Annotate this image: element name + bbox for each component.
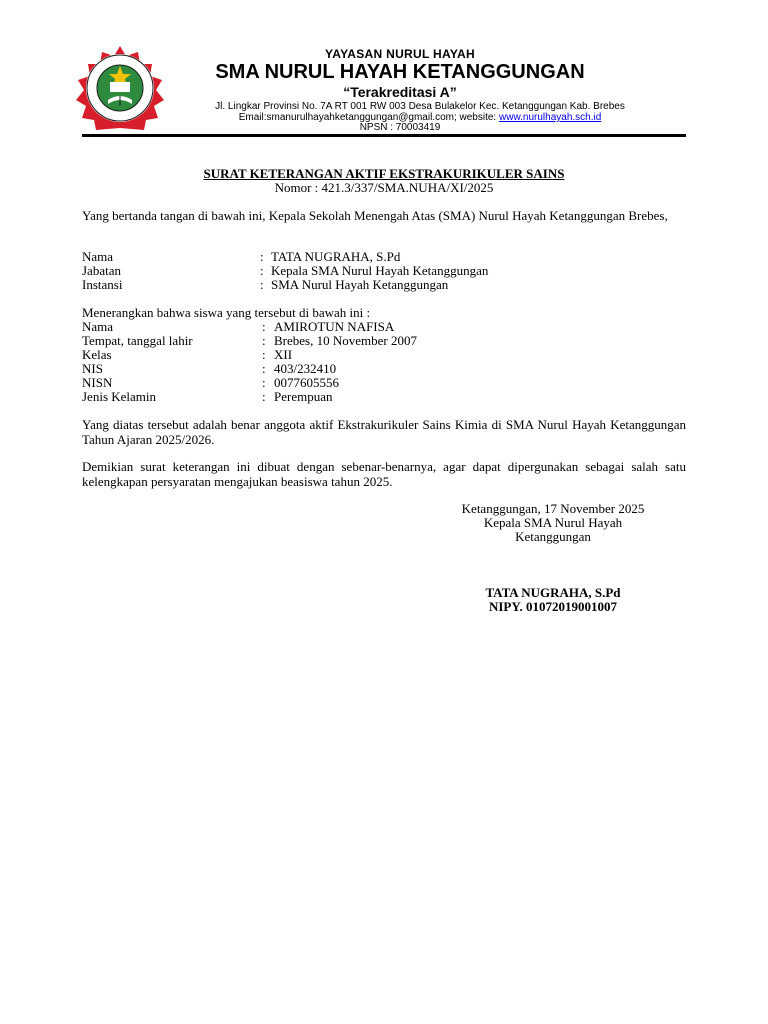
school-name: SMA NURUL HAYAH KETANGGUNGAN [215,61,585,83]
signer-name: TATA NUGRAHA, S.Pd [485,585,621,600]
signature-position: Kepala SMA Nurul Hayah [483,515,623,530]
field-value: Perempuan [274,389,333,404]
field-value: Brebes, 10 November 2007 [274,333,417,348]
field-value: TATA NUGRAHA, S.Pd [271,249,401,264]
field-colon: : [262,319,266,334]
field-label: Nama [82,249,114,264]
membership-paragraph: Yang diatas tersebut adalah benar anggota aktif Ekstrakurikuler Sains Kimia di SMA Nurul Hayah Ketanggungan Tahun Ajaran 2025/2026. [82,417,686,447]
field-colon: : [262,347,266,362]
field-colon: : [260,263,264,278]
field-value: SMA Nurul Hayah Ketanggungan [271,277,449,292]
letter-title: SURAT KETERANGAN AKTIF EKSTRAKURIKULER SAINS [203,166,565,181]
field-value: AMIROTUN NAFISA [274,319,395,334]
field-label: NISN [82,375,113,390]
statement-line: Menerangkan bahwa siswa yang tersebut di bawah ini : [82,305,371,320]
email-text: Email:smanurulhayahketanggungan@gmail.com; website: [238,112,499,123]
field-colon: : [262,361,266,376]
field-value: 403/232410 [274,361,337,376]
signature-position-line2: Ketanggungan [515,529,591,544]
field-label: Jabatan [82,263,121,278]
field-colon: : [262,333,266,348]
letter-number: Nomor : 421.3/337/SMA.NUHA/XI/2025 [274,180,494,195]
field-value: 0077605556 [274,375,339,390]
field-value: XII [274,347,293,362]
npsn: NPSN : 70003419 [359,122,441,133]
accreditation: “Terakreditasi A” [343,84,457,100]
website-link[interactable]: www.nurulhayah.sch.id [499,112,602,123]
foundation-name: YAYASAN NURUL HAYAH [325,47,475,61]
field-colon: : [260,277,264,292]
school-address: Jl. Lingkar Provinsi No. 7A RT 001 RW 003 Desa Bulakelor Kec. Ketanggungan Kab. Brebes [215,101,625,112]
field-colon: : [262,389,266,404]
signer-nipy: NIPY. 01072019001007 [488,599,618,614]
intro-paragraph: Yang bertanda tangan di bawah ini, Kepala Sekolah Menengah Atas (SMA) Nurul Hayah Ketanggungan Brebes, [82,208,668,223]
field-label: Jenis Kelamin [82,389,157,404]
field-label: Nama [82,319,114,334]
field-value: Kepala SMA Nurul Hayah Ketanggungan [271,263,489,278]
closing-paragraph: Demikian surat keterangan ini dibuat dengan sebenar-benarnya, agar dapat dipergunakan sebagai salah satu kelengkapan persyaratan mengajukan beasiswa tahun 2025. [82,459,686,489]
signature-place-date: Ketanggungan, 17 November 2025 [461,501,645,516]
header-divider [82,134,686,137]
field-label: Instansi [82,277,123,292]
field-colon: : [260,249,264,264]
field-label: Kelas [82,347,112,362]
field-label: Tempat, tanggal lahir [82,333,193,348]
field-colon: : [262,375,266,390]
field-label: NIS [82,361,103,376]
